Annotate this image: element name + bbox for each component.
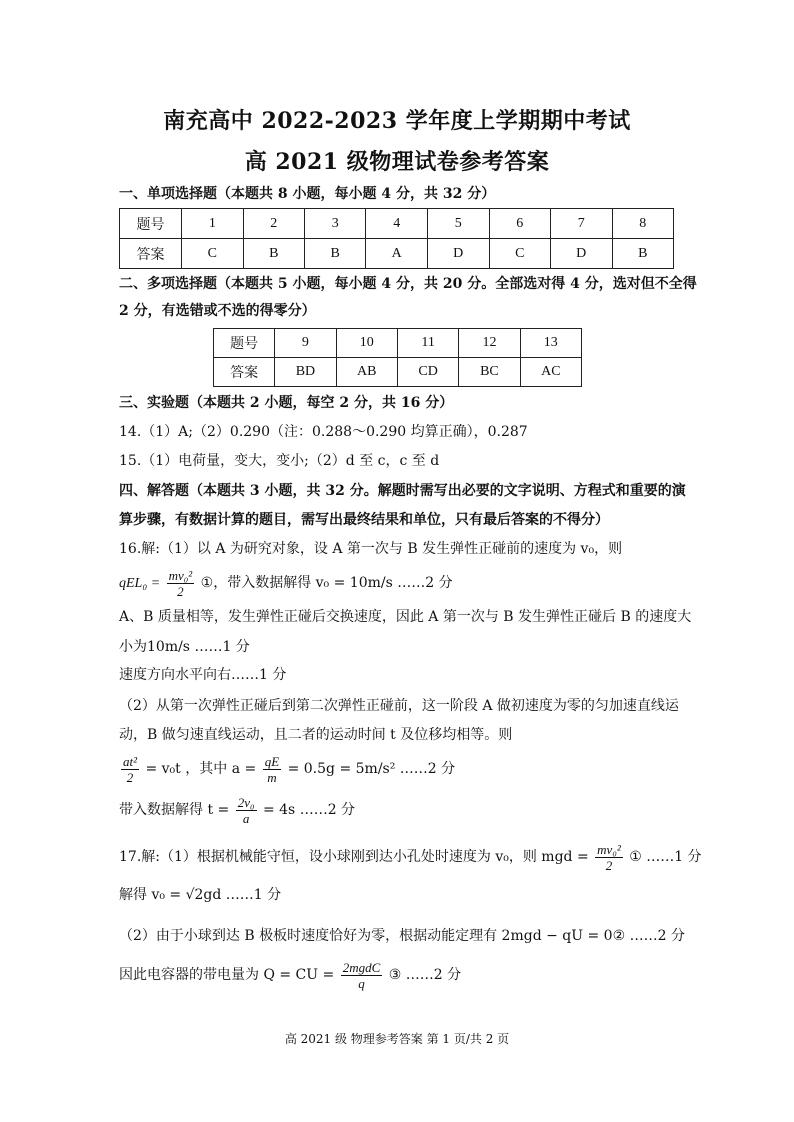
q17-equation-3 [119, 958, 679, 992]
equation-rest: ③ ……2 分 [388, 967, 462, 983]
question-number: 1 [182, 209, 243, 239]
row-label: 题号 [120, 209, 182, 239]
answer-cell: CD [397, 358, 458, 387]
row-label: 答案 [214, 358, 275, 387]
question-number: 9 [275, 329, 336, 358]
q16-line5: 速度方向水平向右……1 分 [119, 667, 287, 683]
denominator: q [358, 975, 365, 991]
question-number: 8 [612, 209, 674, 239]
answer-cell: C [182, 239, 243, 269]
fraction [236, 795, 257, 826]
section4-heading-line1: 四、解答题（本题共 3 小题，共 32 分。解题时需写出必要的文字说明、方程式和重要的演 [119, 483, 686, 499]
question-number: 7 [550, 209, 612, 239]
answer-q15: 15.（1）电荷量，变大，变小;（2）d 至 c，c 至 d [119, 453, 440, 469]
q16-equation-2 [119, 752, 679, 786]
question-number: 5 [427, 209, 489, 239]
fraction [263, 754, 281, 785]
denominator: 2 [126, 769, 134, 785]
table-row [120, 239, 674, 269]
numerator: 2mgdC [342, 959, 381, 975]
q16-line3: A、B 质量相等，发生弹性正碰后交换速度，因此 A 第一次与 B 发生弹性正碰后 B 的速度大 [119, 609, 692, 625]
q16-equation-3 [119, 793, 679, 827]
q16-intro: 16.解:（1）以 A 为研究对象，设 A 第一次与 B 发生弹性正碰前的速度为 v₀，则 [119, 541, 623, 557]
numerator: mv₀² [597, 841, 621, 857]
q17-intro-text: 17.解:（1）根据机械能守恒，设小球刚到达小孔处时速度为 v₀，则 mgd = [119, 849, 589, 865]
answer-cell: BD [275, 358, 336, 387]
answer-cell: C [489, 239, 550, 269]
page-footer: 高 2021 级 物理参考答案 第 1 页/共 2 页 [284, 1032, 510, 1046]
question-number: 10 [336, 329, 397, 358]
numerator: at² [123, 753, 138, 769]
fraction [121, 754, 139, 785]
table-row [214, 358, 582, 387]
answer-cell: AC [520, 358, 581, 387]
answer-cell: D [427, 239, 489, 269]
section2-heading-line2: 2 分，有选错或不选的得零分） [119, 303, 316, 319]
question-number: 12 [459, 329, 520, 358]
q17-part2: （2）由于小球到达 B 极板时速度恰好为零，根据动能定理有 2mgd − qU = 0② ……2 分 [119, 928, 685, 944]
question-number: 11 [397, 329, 458, 358]
q16-part2-line1: （2）从第一次弹性正碰后到第二次弹性正碰前，这一阶段 A 做初速度为零的匀加速直线运 [119, 698, 679, 714]
answer-cell: A [366, 239, 428, 269]
question-number: 6 [489, 209, 550, 239]
section3-heading: 三、实验题（本题共 2 小题，每空 2 分，共 16 分） [119, 395, 454, 411]
fraction [167, 568, 195, 599]
single-choice-answer-table [119, 208, 674, 269]
denominator: m [267, 769, 277, 785]
row-label: 答案 [120, 239, 182, 269]
exam-subtitle: 高 2021 级物理试卷参考答案 [244, 149, 550, 175]
equation-lhs: 带入数据解得 t = [119, 802, 230, 818]
row-label: 题号 [214, 329, 275, 358]
table-row [120, 209, 674, 239]
q17-intro [119, 840, 702, 874]
question-number: 2 [243, 209, 304, 239]
equation-rest: ① ……1 分 [629, 849, 702, 865]
answer-cell: B [243, 239, 304, 269]
numerator: mv₀² [168, 567, 193, 583]
denominator: a [242, 810, 250, 826]
equation-rest: = 4s ……2 分 [262, 802, 356, 818]
question-number: 13 [520, 329, 581, 358]
answer-cell: B [304, 239, 365, 269]
equation-rest: = 0.5g = 5m/s² ……2 分 [287, 761, 456, 777]
answer-cell: B [612, 239, 674, 269]
answer-cell: BC [459, 358, 520, 387]
question-number: 4 [366, 209, 428, 239]
equation-mid: = v₀t ，其中 a = [145, 761, 257, 777]
q16-equation-1 [119, 566, 679, 601]
q17-line2: 解得 v₀ = √2gd ……1 分 [119, 887, 282, 903]
answer-cell: AB [336, 358, 397, 387]
equation-lhs: 因此电容器的带电量为 Q = CU = [119, 967, 335, 983]
multiple-choice-answer-table [213, 328, 582, 387]
section4-heading-line2: 算步骤，有数据计算的题目，需写出最终结果和单位，只有最后答案的不得分） [119, 512, 609, 528]
equation-lhs: qEL₀ = [119, 576, 161, 591]
section2-heading-line1: 二、多项选择题（本题共 5 小题，每小题 4 分，共 20 分。全部选对得 4 分，选对但不全得 [119, 276, 697, 292]
answer-cell: D [550, 239, 612, 269]
table-row [214, 329, 582, 358]
numerator: qE [264, 753, 280, 769]
equation-rest: ①，带入数据解得 v₀ = 10m/s ……2 分 [200, 575, 453, 591]
question-number: 3 [304, 209, 365, 239]
numerator: 2v₀ [237, 794, 255, 810]
denominator: 2 [605, 857, 613, 873]
q16-part2-line2: 动，B 做匀速直线运动，且二者的运动时间 t 及位移均相等。则 [119, 727, 513, 743]
section1-heading: 一、单项选择题（本题共 8 小题，每小题 4 分，共 32 分） [119, 186, 496, 202]
q16-line4: 小为10m/s ……1 分 [119, 639, 250, 655]
exam-title: 南充高中 2022-2023 学年度上学期期中考试 [163, 108, 631, 134]
denominator: 2 [177, 583, 184, 599]
answer-q14: 14.（1）A;（2）0.290（注：0.288～0.290 均算正确），0.287 [119, 424, 528, 440]
fraction [595, 842, 623, 873]
fraction [341, 960, 383, 991]
